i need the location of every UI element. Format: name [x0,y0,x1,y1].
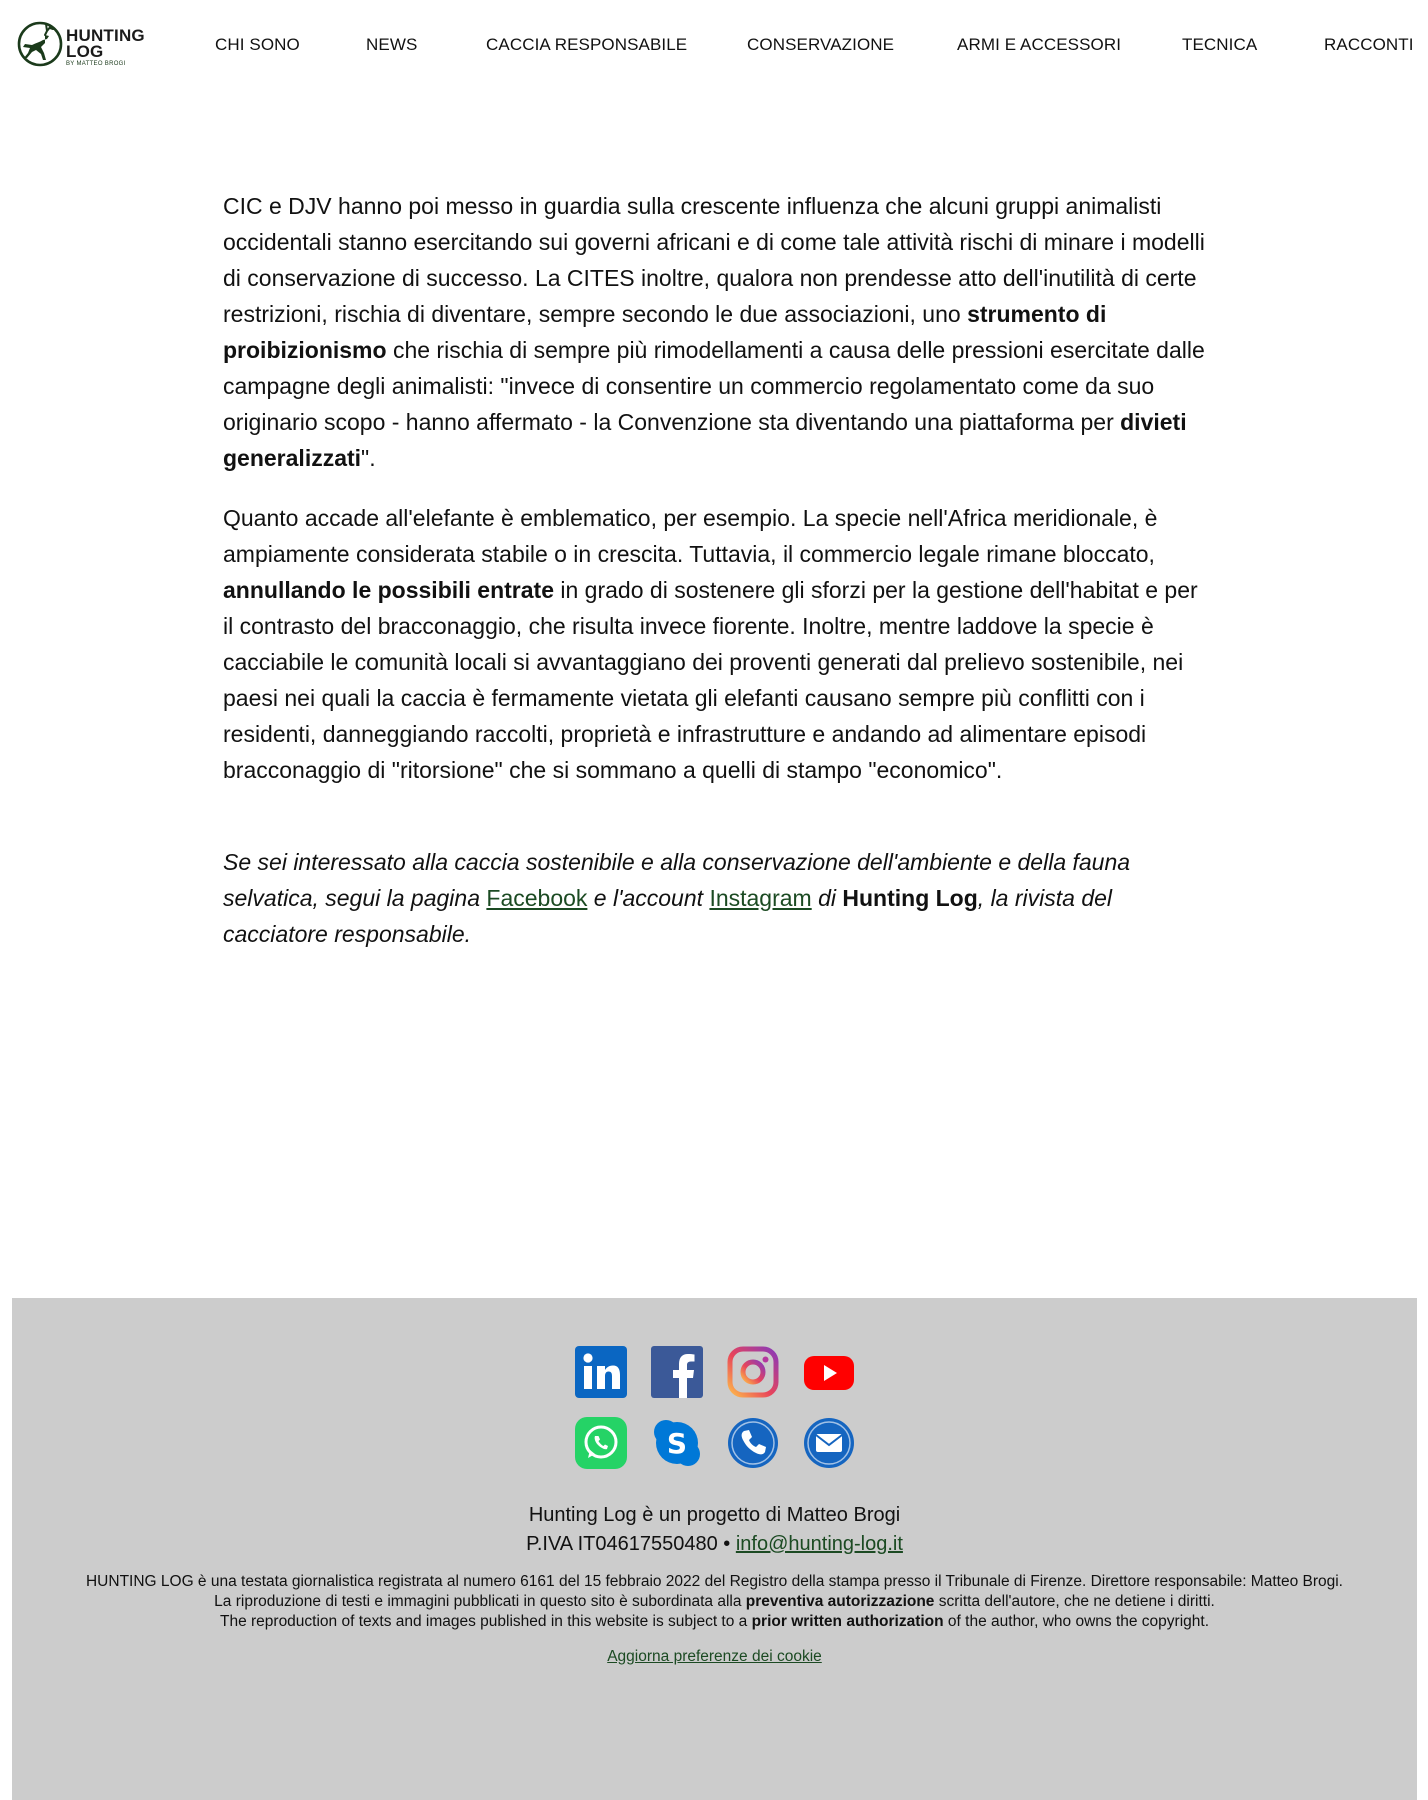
p1-bold-1: strumento di proibizionismo [223,301,1107,363]
nav-item-racconti[interactable]: RACCONTI [1324,35,1414,54]
p2-text-2: in grado di sostenere gli sforzi per la gestione dell'habitat e per il contrasto del bracconaggio, che risulta invece fiorente. Inoltre, mentre laddove la specie è cacciabile le comunità locali si avvantaggiano dei proventi generati dal prelievo sostenibile, nei paesi nei quali la caccia è fermamente vietata gli elefanti causano sempre più conflitti con i residenti, danneggiando raccolti, proprietà e infrastrutture e andando ad alimentare episodi bracconaggio di "ritorsione" che si sommano a quelli di stampo "economico". [223,577,1198,783]
cta-instagram-link[interactable]: Instagram [709,885,812,911]
site-header [0,0,1428,92]
logo-title-line2: LOG [66,42,104,61]
youtube-icon[interactable] [803,1346,855,1398]
nav-item-news[interactable]: NEWS [366,35,418,54]
article-body [223,188,1213,976]
linkedin-icon[interactable] [575,1346,627,1398]
logo-title-line1: HUNTING [66,26,145,45]
email-icon[interactable] [803,1417,855,1469]
cta-facebook-link[interactable]: Facebook [486,885,588,911]
nav-item-chi-sono[interactable]: CHI SONO [215,35,300,54]
nav-item-conservazione[interactable]: CONSERVAZIONE [747,35,895,54]
legal-line-3-a: The reproduction of texts and images published in this website is subject to a [219,1613,752,1630]
footer-legal [12,1572,1417,1632]
cta-text-1: Se sei interessato alla caccia sostenibile e alla conservazione dell'ambiente e della fauna selvatica, segui la pagina [223,849,1131,911]
facebook-icon[interactable] [651,1346,703,1398]
legal-line-2 [12,1592,1417,1612]
p1-text-3: ". [361,445,376,471]
whatsapp-icon[interactable] [575,1417,627,1469]
svg-text:S: S [666,1427,687,1460]
legal-line-3 [12,1612,1417,1632]
cookie-preferences-link[interactable]: Aggiorna preferenze dei cookie [607,1648,822,1665]
footer-email-link[interactable]: info@hunting-log.it [735,1533,903,1555]
article-cta [223,844,1213,952]
p1-text-1: CIC e DJV hanno poi messo in guardia sulla crescente influenza che alcuni gruppi animalisti occidentali stanno esercitando sui governi africani e di come tale attività rischi di minare i modelli di conservazione di successo. La CITES inoltre, qualora non prendesse atto dell'inutilità di certe restrizioni, rischia di diventare, sempre secondo le due associazioni, uno [223,193,1205,327]
legal-line-2-b: preventiva autorizzazione [745,1593,935,1610]
cta-text-4: , la rivista del cacciatore responsabile. [223,885,1113,947]
cta-text-3: di [811,885,843,911]
footer-credit: Hunting Log è un progetto di Matteo Brogi [528,1504,901,1526]
nav-item-caccia-responsabile[interactable]: CACCIA RESPONSABILE [486,35,688,54]
logo-subtitle: BY MATTEO BROGI [66,61,126,67]
p1-bold-2: divieti generalizzati [223,409,1187,471]
footer-piva: P.IVA IT04617550480 • [526,1533,736,1555]
site-footer [12,1298,1417,1800]
phone-icon[interactable] [727,1417,779,1469]
social-row-1 [12,1346,1417,1398]
legal-line-2-c: scritta dell'autore, che ne detiene i diritti. [934,1593,1215,1610]
p1-text-2: che rischia di sempre più rimodellamenti a causa delle pressioni esercitate dalle campagne degli animalisti: "invece di consentire un commercio regolamentato come da suo originario scopo - hanno affermato - la Convenzione sta diventando una piattaforma per [223,337,1205,435]
nav-item-armi-e-accessori[interactable]: ARMI E ACCESSORI [957,35,1122,54]
instagram-icon[interactable] [727,1346,779,1398]
cta-brand: Hunting Log [842,885,978,911]
article-paragraph-2 [223,500,1213,788]
legal-line-1: HUNTING LOG è una testata giornalistica registrata al numero 6161 del 15 febbraio 2022 del Registro della stampa presso il Tribunale di Firenze. Direttore responsabile: Matteo Brogi. [85,1573,1343,1590]
article-paragraph-1 [223,188,1213,476]
cta-text-2: e l'account [587,885,710,911]
legal-line-3-b: prior written authorization [751,1613,944,1630]
legal-line-3-c: of the author, who owns the copyright. [943,1613,1210,1630]
skype-icon[interactable] [651,1417,703,1469]
footer-piva-line [12,1533,1417,1556]
nav-item-tecnica[interactable]: TECNICA [1182,35,1258,54]
p2-text-1: Quanto accade all'elefante è emblematico, per esempio. La specie nell'Africa meridionale, è ampiamente considerata stabile o in crescita. Tuttavia, il commercio legale rimane bloccato, [223,505,1158,567]
legal-line-2-a: La riproduzione di testi e immagini pubblicati in questo sito è subordinata alla [214,1593,746,1610]
social-row-2 [12,1417,1417,1469]
main-nav [0,35,1428,59]
p2-bold-1: annullando le possibili entrate [223,577,554,603]
footer-cookie [12,1648,1417,1666]
